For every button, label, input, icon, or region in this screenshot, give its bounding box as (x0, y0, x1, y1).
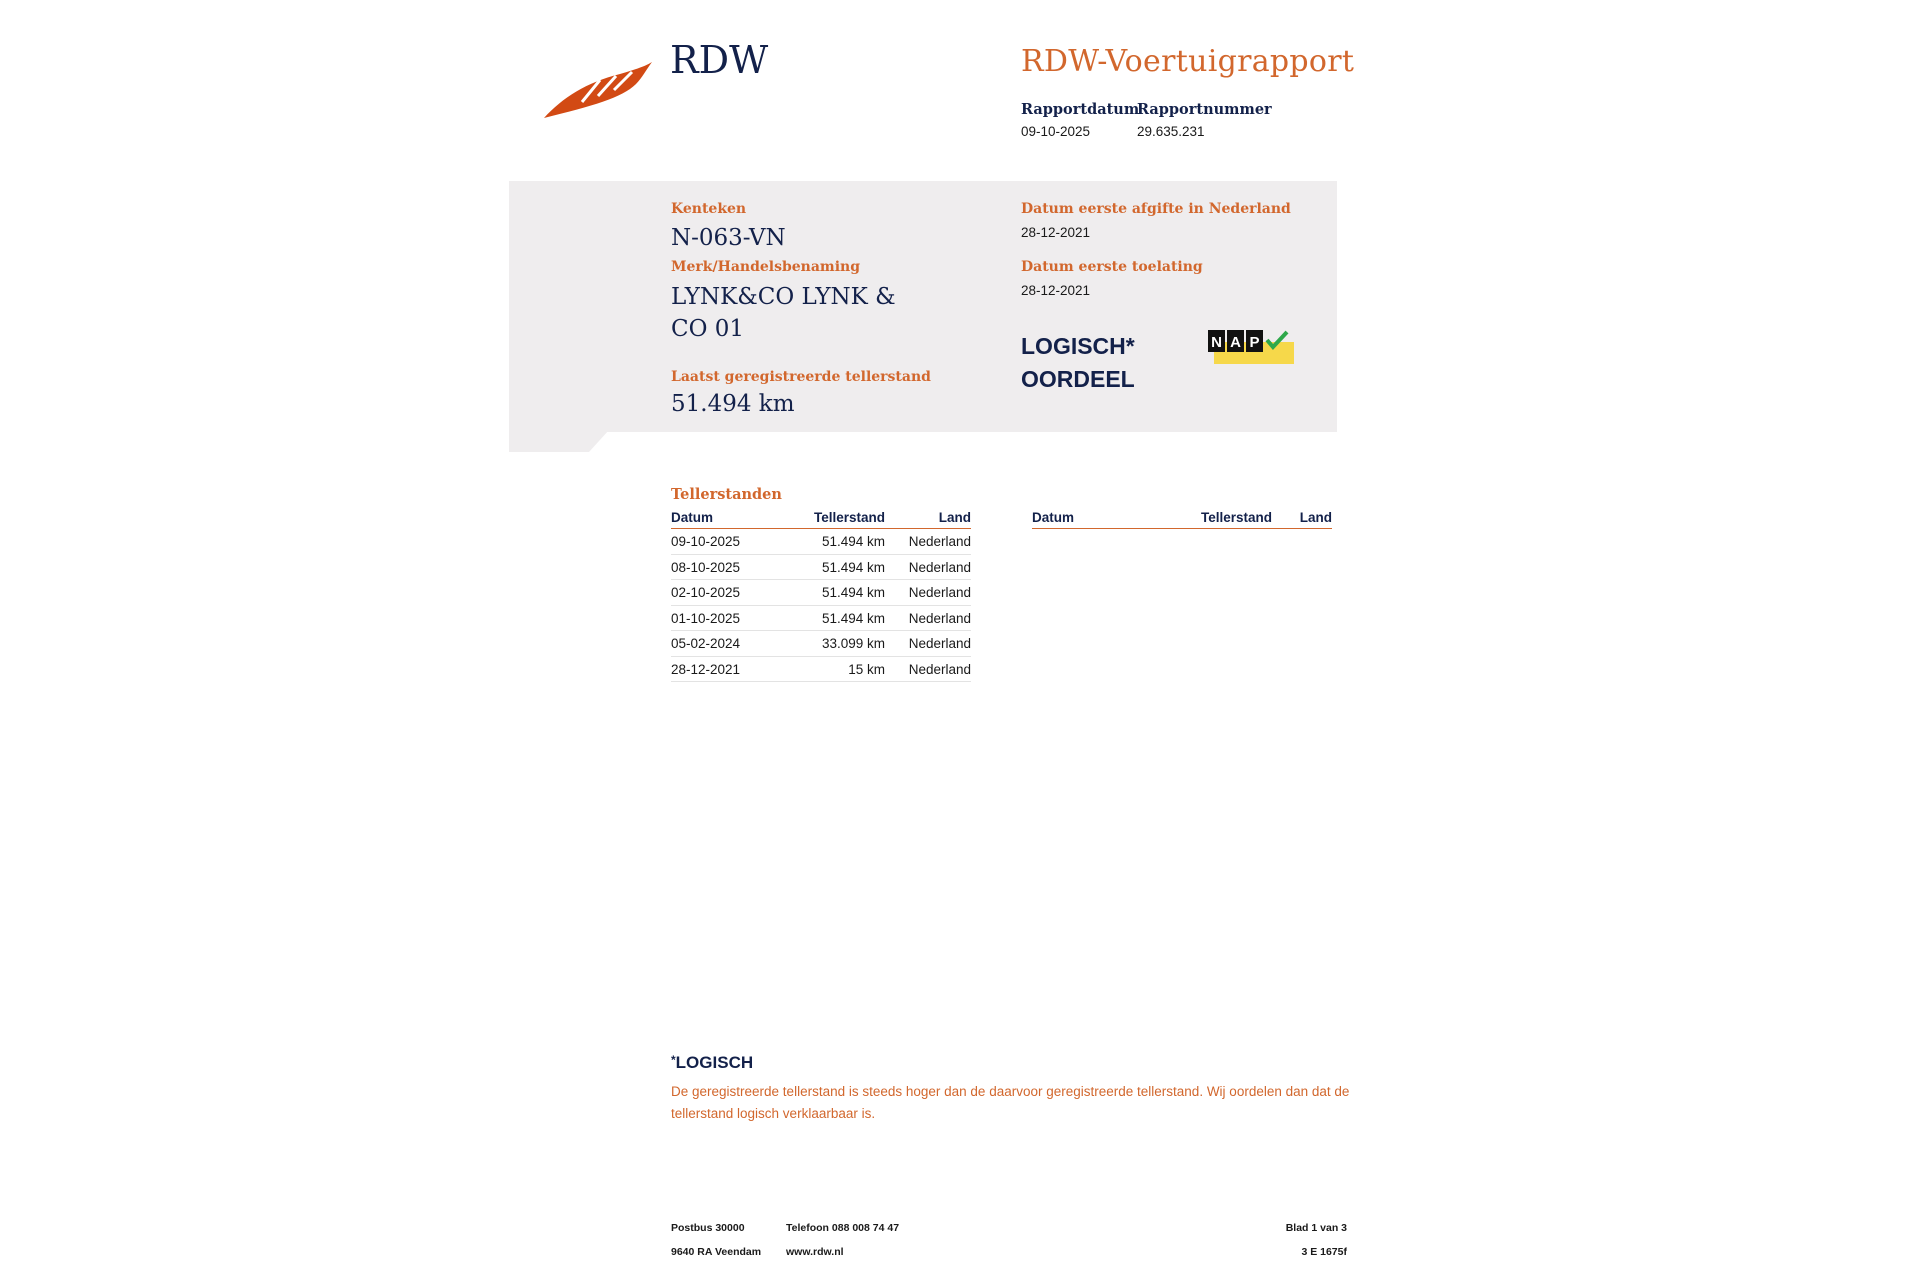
header-datum: Datum (1032, 510, 1075, 525)
logo-text: RDW (670, 38, 769, 82)
nap-logo-icon (1208, 330, 1294, 364)
footer-postbus: Postbus 30000 (671, 1222, 745, 1234)
table-body (671, 529, 971, 682)
note-title (671, 1053, 753, 1073)
footer-code: 3 E 1675f (1301, 1246, 1347, 1258)
cell-datum: 02-10-2025 (671, 585, 741, 600)
footer-telefoon: Telefoon 088 008 74 47 (786, 1222, 900, 1234)
afgifte-value: 28-12-2021 (1021, 225, 1091, 240)
cell-land: Nederland (908, 585, 971, 600)
cell-tellerstand: 33.099 km (821, 636, 885, 651)
header-tellerstand: Tellerstand (1200, 510, 1272, 525)
header-land: Land (938, 510, 971, 525)
rapportnummer-label: Rapportnummer (1137, 101, 1272, 118)
merk-value-line2: CO 01 (671, 316, 745, 342)
note-title-text: LOGISCH (675, 1053, 754, 1072)
toelating-value: 28-12-2021 (1021, 283, 1091, 298)
merk-value-line1: LYNK&CO LYNK & (671, 284, 896, 310)
header-tellerstand: Tellerstand (813, 510, 885, 525)
cell-datum: 01-10-2025 (671, 610, 741, 626)
tellerstanden-table-left (671, 510, 971, 682)
oordeel-verdict (1021, 330, 1135, 396)
cell-tellerstand: 15 km (848, 661, 885, 677)
header-datum: Datum (671, 510, 714, 525)
svg-text:N: N (1211, 334, 1222, 351)
cell-datum: 05-02-2024 (671, 636, 741, 651)
rdw-logo-icon (542, 60, 654, 122)
cell-land: Nederland (908, 636, 971, 651)
kenteken-label: Kenteken (671, 201, 747, 217)
oordeel-line2: OORDEEL (1021, 366, 1135, 392)
note-star: * (671, 1053, 676, 1067)
cell-land: Nederland (908, 534, 971, 549)
rapportdatum-value: 09-10-2025 (1021, 124, 1091, 139)
report-title: RDW-Voertuigrapport (1021, 44, 1355, 79)
header-land: Land (1299, 510, 1332, 525)
cell-land: Nederland (908, 610, 971, 626)
tellerstanden-title: Tellerstanden (671, 486, 782, 503)
table-row (671, 555, 971, 581)
footer-address: 9640 RA Veendam (671, 1246, 762, 1258)
table-row (671, 529, 971, 555)
footer-website[interactable]: www.rdw.nl (786, 1246, 844, 1258)
svg-text:A: A (1230, 334, 1241, 351)
oordeel-line1: LOGISCH* (1021, 333, 1135, 359)
table-row (671, 580, 971, 606)
afgifte-label: Datum eerste afgifte in Nederland (1021, 201, 1291, 217)
teller-value: 51.494 km (671, 391, 795, 417)
rapportdatum-label: Rapportdatum (1021, 101, 1140, 118)
note-text: De geregistreerde tellerstand is steeds hoger dan de daarvoor geregistreerde tellerstand. Wij oordelen dan dat de tellerstand logisch verklaarbaar is. (671, 1084, 1350, 1121)
tellerstanden-table-right (1032, 510, 1332, 529)
table-header (671, 510, 971, 529)
vehicle-summary-panel (509, 181, 1337, 432)
cell-datum: 28-12-2021 (671, 661, 741, 677)
cell-land: Nederland (908, 661, 971, 677)
cell-tellerstand: 51.494 km (821, 534, 885, 549)
table-header (1032, 510, 1332, 529)
kenteken-value: N-063-VN (671, 225, 786, 251)
cell-datum: 09-10-2025 (671, 534, 741, 549)
cell-tellerstand: 51.494 km (821, 559, 885, 575)
cell-tellerstand: 51.494 km (821, 585, 885, 600)
cell-tellerstand: 51.494 km (821, 610, 885, 626)
teller-label: Laatst geregistreerde tellerstand (671, 369, 931, 385)
merk-label: Merk/Handelsbenaming (671, 259, 861, 275)
toelating-label: Datum eerste toelating (1021, 259, 1203, 275)
cell-land: Nederland (908, 559, 971, 575)
table-row (671, 606, 971, 632)
svg-text:P: P (1249, 334, 1260, 351)
cell-datum: 08-10-2025 (671, 559, 741, 575)
table-row (671, 631, 971, 657)
table-row (671, 657, 971, 683)
panel-tab-decoration (509, 430, 609, 452)
rapportnummer-value: 29.635.231 (1137, 124, 1205, 139)
footer-blad: Blad 1 van 3 (1285, 1222, 1347, 1234)
